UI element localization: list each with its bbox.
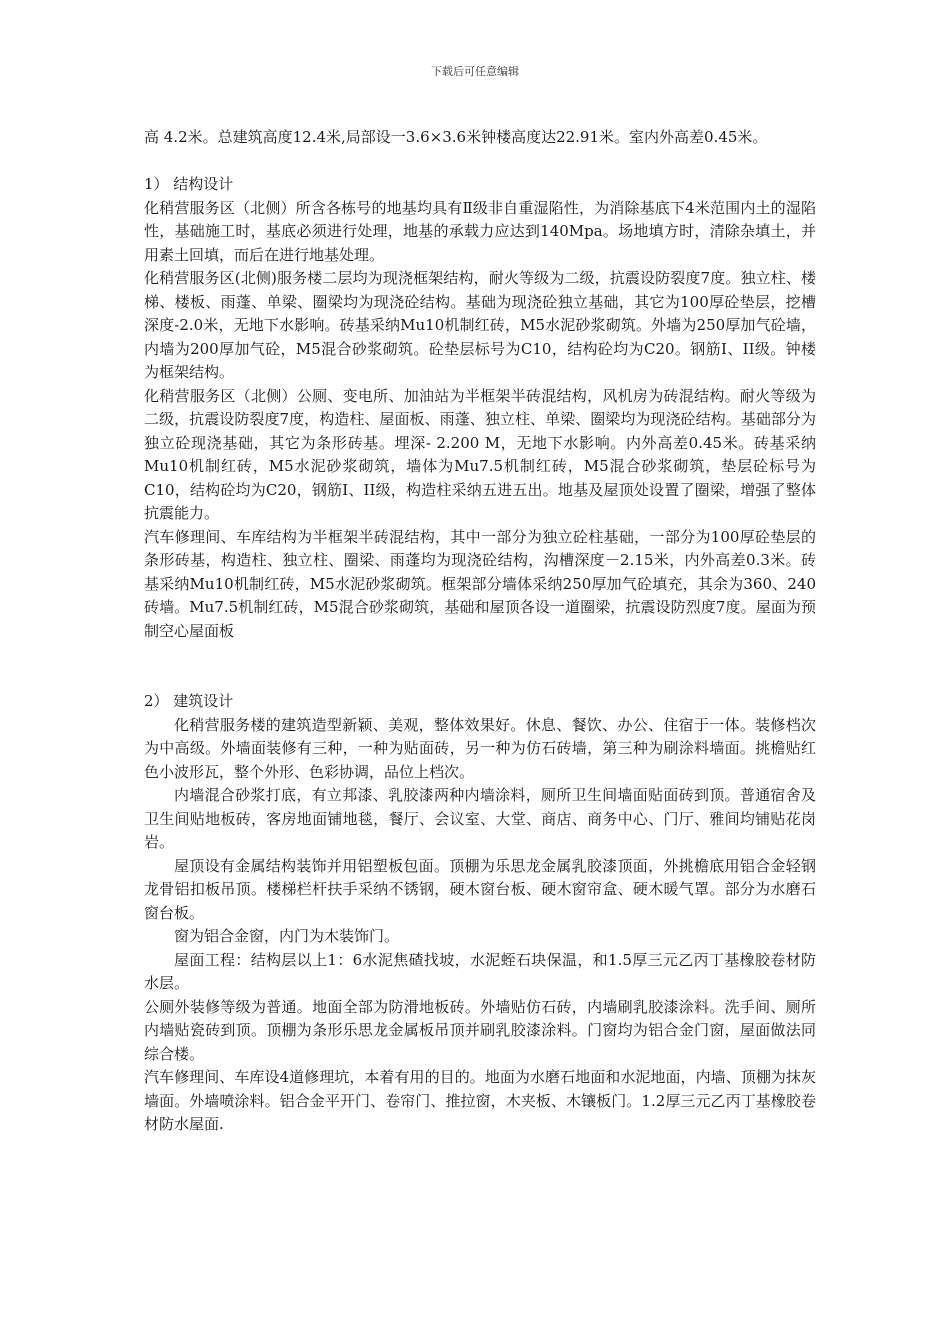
paragraph: 化稍营服务楼的建筑造型新颖、美观，整体效果好。休息、餐饮、办公、住宿于一体。装修档次为中高级。外墙面装修有三种，一种为贴面砖，另一种为仿石砖墙，第三种为刷涂料墙面。挑檐贴红色小波形瓦，整个外形、色彩协调，品位上档次。 [144, 715, 816, 781]
paragraph: 屋面工程：结构层以上1：6水泥焦碴找坡，水泥蛭石块保温，和1.5厚三元乙丙丁基橡胶卷材防水层。 [144, 950, 816, 992]
paragraph: 化稍营服务区(北侧)服务楼二层均为现浇框架结构，耐火等级为二级，抗震设防裂度7度。独立柱、楼梯、楼板、雨蓬、单梁、圈梁均为现浇砼结构。基础为现浇砼独立基础，其它为100厚砼垫层，挖槽深度-2.0米，无地下水影响。砖基采纳Mu10机制红砖，M5水泥砂浆砌筑。外墙为250厚加气砼墙，内墙为200厚加气砼，M5混合砂浆砌筑。砼垫层标号为C10，结构砼均为C20。钢筋Ⅰ、II级。钟楼为框架结构。 [144, 269, 816, 381]
intro-paragraph: 高 4.2米。总建筑高度12.4米,局部设一3.6×3.6米钟楼高度达22.91米。室内外高差0.45米。 [144, 128, 768, 146]
paragraph: 窗为铝合金窗，内门为木装饰门。 [174, 927, 400, 945]
spacer [144, 643, 816, 690]
section-heading-architecture: 2） 建筑设计 [144, 692, 234, 710]
paragraph: 汽车修理间、车库结构为半框架半砖混结构，其中一部分为独立砼柱基础，一部分为100厚砼垫层的条形砖基，构造柱、独立柱、圈梁、雨蓬均为现浇砼结构，沟槽深度－2.15米，内外高差0.3米。砖基采纳Mu10机制红砖，M5水泥砂浆砌筑。框架部分墙体采纳250厚加气砼填充，其余为360、240砖墙。Mu7.5机制红砖，M5混合砂浆砌筑，基础和屋顶各设一道圈梁，抗震设防烈度7度。屋面为预制空心屋面板 [144, 527, 816, 640]
section-heading-structure: 1） 结构设计 [144, 175, 234, 193]
paragraph: 化稍营服务区（北侧）公厕、变电所、加油站为半框架半砖混结构，风机房为砖混结构。耐火等级为二级，抗震设防裂度7度，构造柱、屋面板、雨蓬、独立柱、单梁、圈梁均为现浇砼结构。基础部分为独立砼现浇基础，其它为条形砖基。埋深- 2.200 M，无地下水影响。内外高差0.45米。砖基采纳Mu10机制红砖，M5水泥砂浆砌筑，墙体为Mu7.5机制红砖，M5混合砂浆砌筑，垫层砼标号为C10，结构砼均为C20，钢筋Ⅰ、II级，构造柱采纳五进五出。地基及屋顶处设置了圈梁，增强了整体抗震能力。 [144, 386, 816, 522]
paragraph: 化稍营服务区（北侧）所含各栋号的地基均具有Ⅱ级非自重湿陷性，为消除基底下4米范围内土的湿陷性，基础施工时，基底必须进行处理，地基的承载力应达到140Mpa。场地填方时，清除杂填土，并用素土回填，而后在进行地基处理。 [144, 198, 816, 264]
paragraph: 汽车修理间、车库设4道修理坑，本着有用的目的。地面为水磨石地面和水泥地面，内墙、顶棚为抹灰墙面。外墙喷涂料。铝合金平开门、卷帘门、推拉窗，木夹板、木镶板门。1.2厚三元乙丙丁基橡胶卷材防水屋面. [144, 1068, 816, 1133]
paragraph: 屋顶设有金属结构装饰并用铝塑板包面。顶棚为乐思龙金属乳胶漆顶面，外挑檐底用铝合金轻钢龙骨铝扣板吊顶。楼梯栏杆扶手采纳不锈钢，硬木窗台板、硬木窗帘盒、硬木暖气罩。部分为水磨石窗台板。 [144, 856, 816, 922]
paragraph: 内墙混合砂浆打底，有立邦漆、乳胶漆两种内墙涂料，厕所卫生间墙面贴面砖到顶。普通宿舍及卫生间贴地板砖，客房地面铺地毯，餐厅、会议室、大堂、商店、商务中心、门厅、雅间均铺贴花岗岩。 [144, 786, 816, 851]
page-header: 下载后可任意编辑 [431, 65, 519, 78]
document-body [144, 126, 816, 1137]
paragraph: 公厕外装修等级为普通。地面全部为防滑地板砖。外墙贴仿石砖，内墙刷乳胶漆涂料。洗手间、厕所内墙贴瓷砖到顶。顶棚为条形乐思龙金属板吊顶并刷乳胶漆涂料。门窗均为铝合金门窗，屋面做法同综合楼。 [144, 997, 816, 1063]
spacer [144, 150, 816, 174]
